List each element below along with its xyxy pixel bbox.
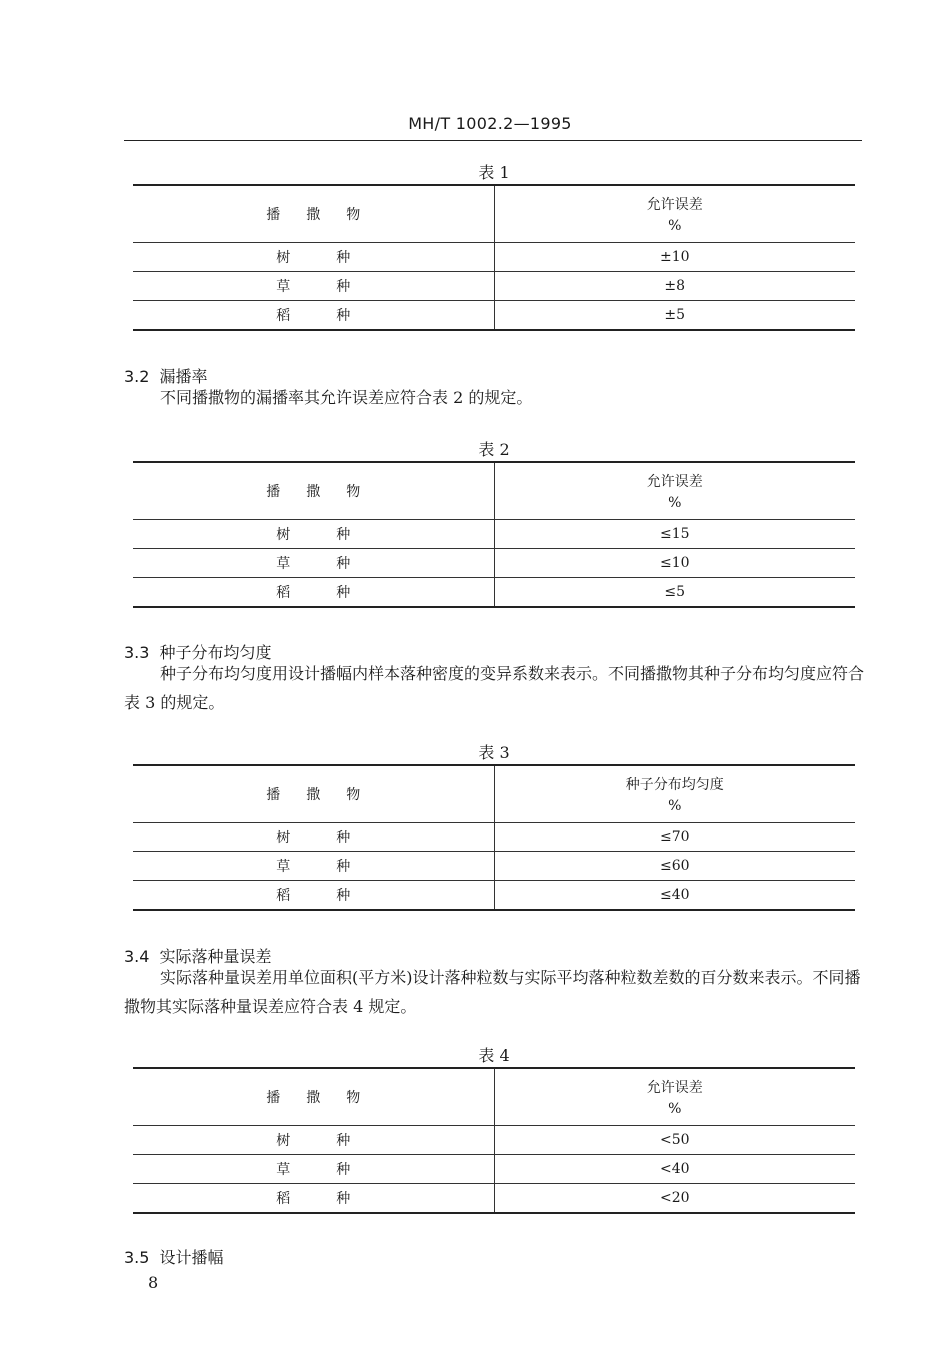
table-2-value: ≤15 <box>494 520 855 549</box>
header-rule <box>124 140 862 141</box>
table-1-category: 稻种 <box>276 308 397 324</box>
table-1-value: ±8 <box>494 272 855 301</box>
table-2-value: ≤10 <box>494 549 855 578</box>
table-1-category: 草种 <box>276 279 397 295</box>
table-3-category: 树种 <box>276 830 397 846</box>
section-3-5-heading <box>124 1245 223 1268</box>
table-row <box>133 823 855 852</box>
table-2-col2-header: 允许误差 % <box>494 462 855 520</box>
page-number: 8 <box>148 1273 159 1292</box>
table-row <box>133 243 855 272</box>
table-3-col1-header: 播撒物 <box>133 765 494 823</box>
table-1-col1-header: 播撒物 <box>133 185 494 243</box>
table-2-header-row <box>133 462 855 520</box>
table-row <box>133 520 855 549</box>
section-3-2-body: 不同播撒物的漏播率其允许误差应符合表 2 的规定。 <box>160 388 533 407</box>
table-4-value: <50 <box>494 1126 855 1155</box>
section-title: 漏播率 <box>159 367 208 386</box>
table-2-value: ≤5 <box>664 584 686 600</box>
section-number: 3.3 <box>124 643 150 662</box>
table-1-header-row <box>133 185 855 243</box>
table-row <box>133 1126 855 1155</box>
table-3-caption: 表 3 <box>478 743 510 762</box>
table-4-category: 树种 <box>276 1133 397 1149</box>
table-1-value: ±10 <box>494 243 855 272</box>
table-4 <box>133 1067 855 1214</box>
table-3-category: 稻种 <box>276 888 397 904</box>
table-4-category: 草种 <box>276 1162 397 1178</box>
table-4-value: <20 <box>659 1190 690 1206</box>
table-1-category: 树种 <box>276 250 397 266</box>
table-row <box>133 578 855 608</box>
table-1 <box>133 184 855 331</box>
table-4-col1-header: 播撒物 <box>133 1068 494 1126</box>
section-number: 3.4 <box>124 947 150 966</box>
document-code: MH/T 1002.2—1995 <box>408 114 572 133</box>
table-1-col2-header: 允许误差 % <box>494 185 855 243</box>
section-number: 3.5 <box>124 1248 150 1267</box>
table-3-value: ≤60 <box>494 852 855 881</box>
table-3-value: ≤40 <box>659 887 690 903</box>
table-2-category: 稻种 <box>276 585 397 601</box>
table-2-unit: % <box>668 495 682 511</box>
section-title: 实际落种量误差 <box>159 947 272 966</box>
section-number: 3.2 <box>124 367 150 386</box>
table-2-col1-header: 播撒物 <box>133 462 494 520</box>
section-title: 设计播幅 <box>159 1248 224 1267</box>
section-title: 种子分布均匀度 <box>159 643 272 662</box>
table-4-caption: 表 4 <box>478 1046 510 1065</box>
table-2-category: 草种 <box>276 556 397 572</box>
table-3-header-row <box>133 765 855 823</box>
section-3-3-body: 种子分布均匀度用设计播幅内样本落种密度的变异系数来表示。不同播撒物其种子分布均匀度应符合表 3 的规定。 <box>124 664 865 712</box>
table-row <box>133 881 855 911</box>
table-4-col2-header: 允许误差 % <box>494 1068 855 1126</box>
table-1-caption: 表 1 <box>478 163 510 182</box>
table-row <box>133 1184 855 1214</box>
table-2 <box>133 461 855 608</box>
table-row <box>133 852 855 881</box>
table-row <box>133 1155 855 1184</box>
table-row <box>133 272 855 301</box>
table-row <box>133 549 855 578</box>
section-3-4-body: 实际落种量误差用单位面积(平方米)设计落种粒数与实际平均落种粒数差数的百分数来表示。不同播撒物其实际落种量误差应符合表 4 规定。 <box>124 968 861 1016</box>
table-1-value: ±5 <box>664 307 686 323</box>
table-1-unit: % <box>668 218 682 234</box>
table-row <box>133 301 855 331</box>
table-4-category: 稻种 <box>276 1191 397 1207</box>
table-4-header-row <box>133 1068 855 1126</box>
table-4-unit: % <box>668 1101 682 1117</box>
table-3-col2-header: 种子分布均匀度 % <box>494 765 855 823</box>
table-3 <box>133 764 855 911</box>
table-2-category: 树种 <box>276 527 397 543</box>
table-4-value: <40 <box>494 1155 855 1184</box>
table-3-category: 草种 <box>276 859 397 875</box>
table-2-caption: 表 2 <box>478 440 510 459</box>
table-3-unit: % <box>668 798 682 814</box>
table-3-value: ≤70 <box>494 823 855 852</box>
